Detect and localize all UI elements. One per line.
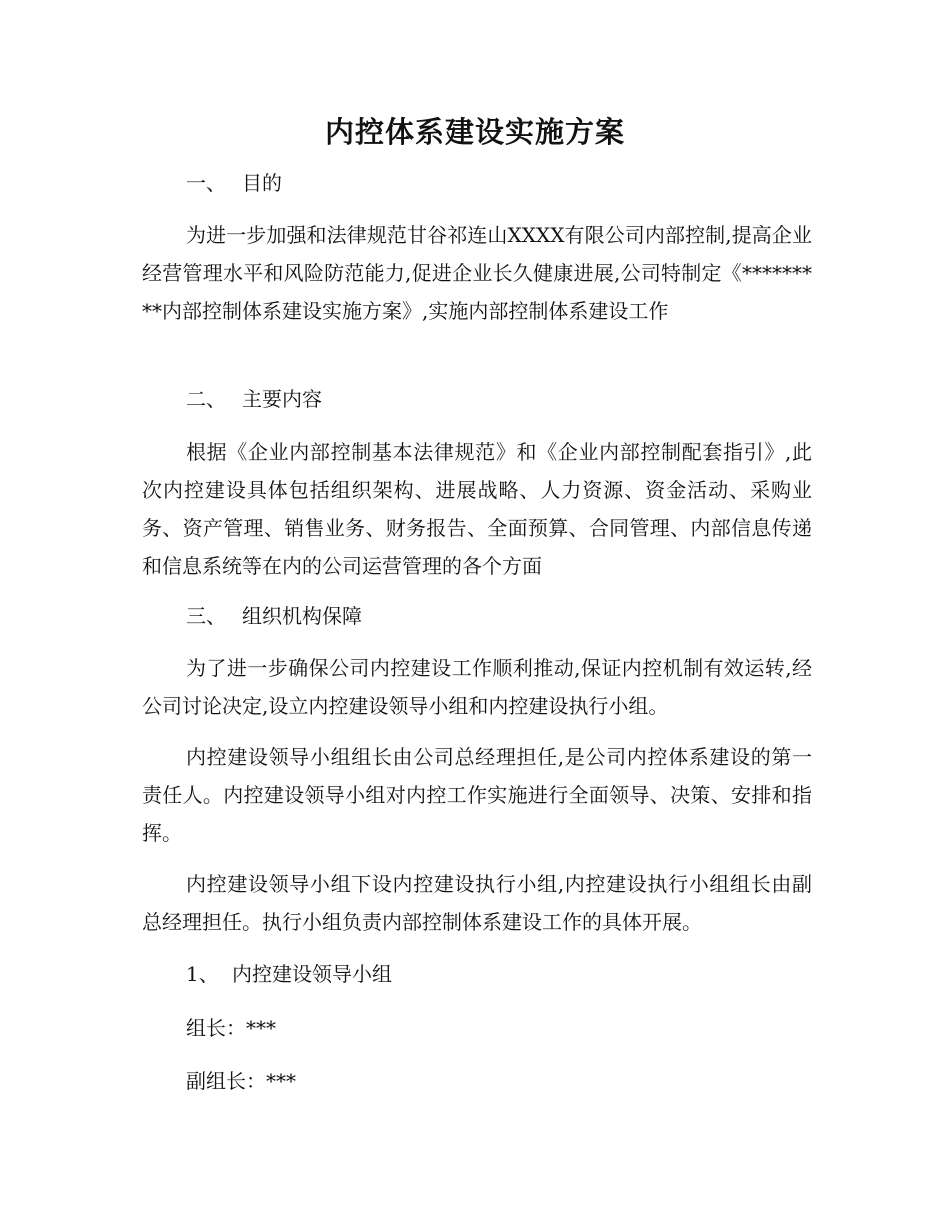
section-number: 一、 xyxy=(186,171,226,195)
section-heading-text: 目的 xyxy=(242,171,282,195)
section-number: 二、 xyxy=(186,387,226,411)
paragraph-organization: 为了进一步确保公司内控建设工作顺利推动,保证内控机制有效运转,经公司讨论决定,设立内控建设领导小组和内控建设执行小组。 xyxy=(142,656,812,718)
subsection-heading xyxy=(142,955,812,993)
document-title: 内控体系建设实施方案 xyxy=(324,115,625,149)
section-heading-text: 主要内容 xyxy=(242,387,322,411)
section-heading-text: 组织机构保障 xyxy=(242,604,362,628)
paragraph-leadership-group: 内控建设领导小组组长由公司总经理担任,是公司内控体系建设的第一责任人。内控建设领导小组对内控工作实施进行全面领导、决策、安排和指挥。 xyxy=(142,745,812,845)
section-heading-1 xyxy=(142,164,812,202)
section-heading-2 xyxy=(142,380,812,418)
role-leader: 组长：*** xyxy=(186,1016,276,1040)
role-deputy-leader: 副组长：*** xyxy=(186,1069,296,1093)
section-heading-3 xyxy=(142,597,812,635)
subsection-number: 1、 xyxy=(186,962,219,986)
paragraph-purpose: 为进一步加强和法律规范甘谷祁连山XXXX有限公司内部控制,提高企业经营管理水平和风险防范能力,促进企业长久健康进展,公司特制定《*********内部控制体系建设实施方案》,实施内部控制体系建设工作 xyxy=(142,223,812,323)
paragraph-execution-group: 内控建设领导小组下设内控建设执行小组,内控建设执行小组组长由副总经理担任。执行小组负责内部控制体系建设工作的具体开展。 xyxy=(142,872,812,934)
section-number: 三、 xyxy=(186,604,226,628)
subsection-heading-text: 内控建设领导小组 xyxy=(232,962,392,986)
paragraph-main-content: 根据《企业内部控制基本法律规范》和《企业内部控制配套指引》,此次内控建设具体包括组织架构、进展战略、人力资源、资金活动、采购业务、资产管理、销售业务、财务报告、全面预算、合同管理、内部信息传递和信息系统等在内的公司运营管理的各个方面 xyxy=(142,440,812,578)
